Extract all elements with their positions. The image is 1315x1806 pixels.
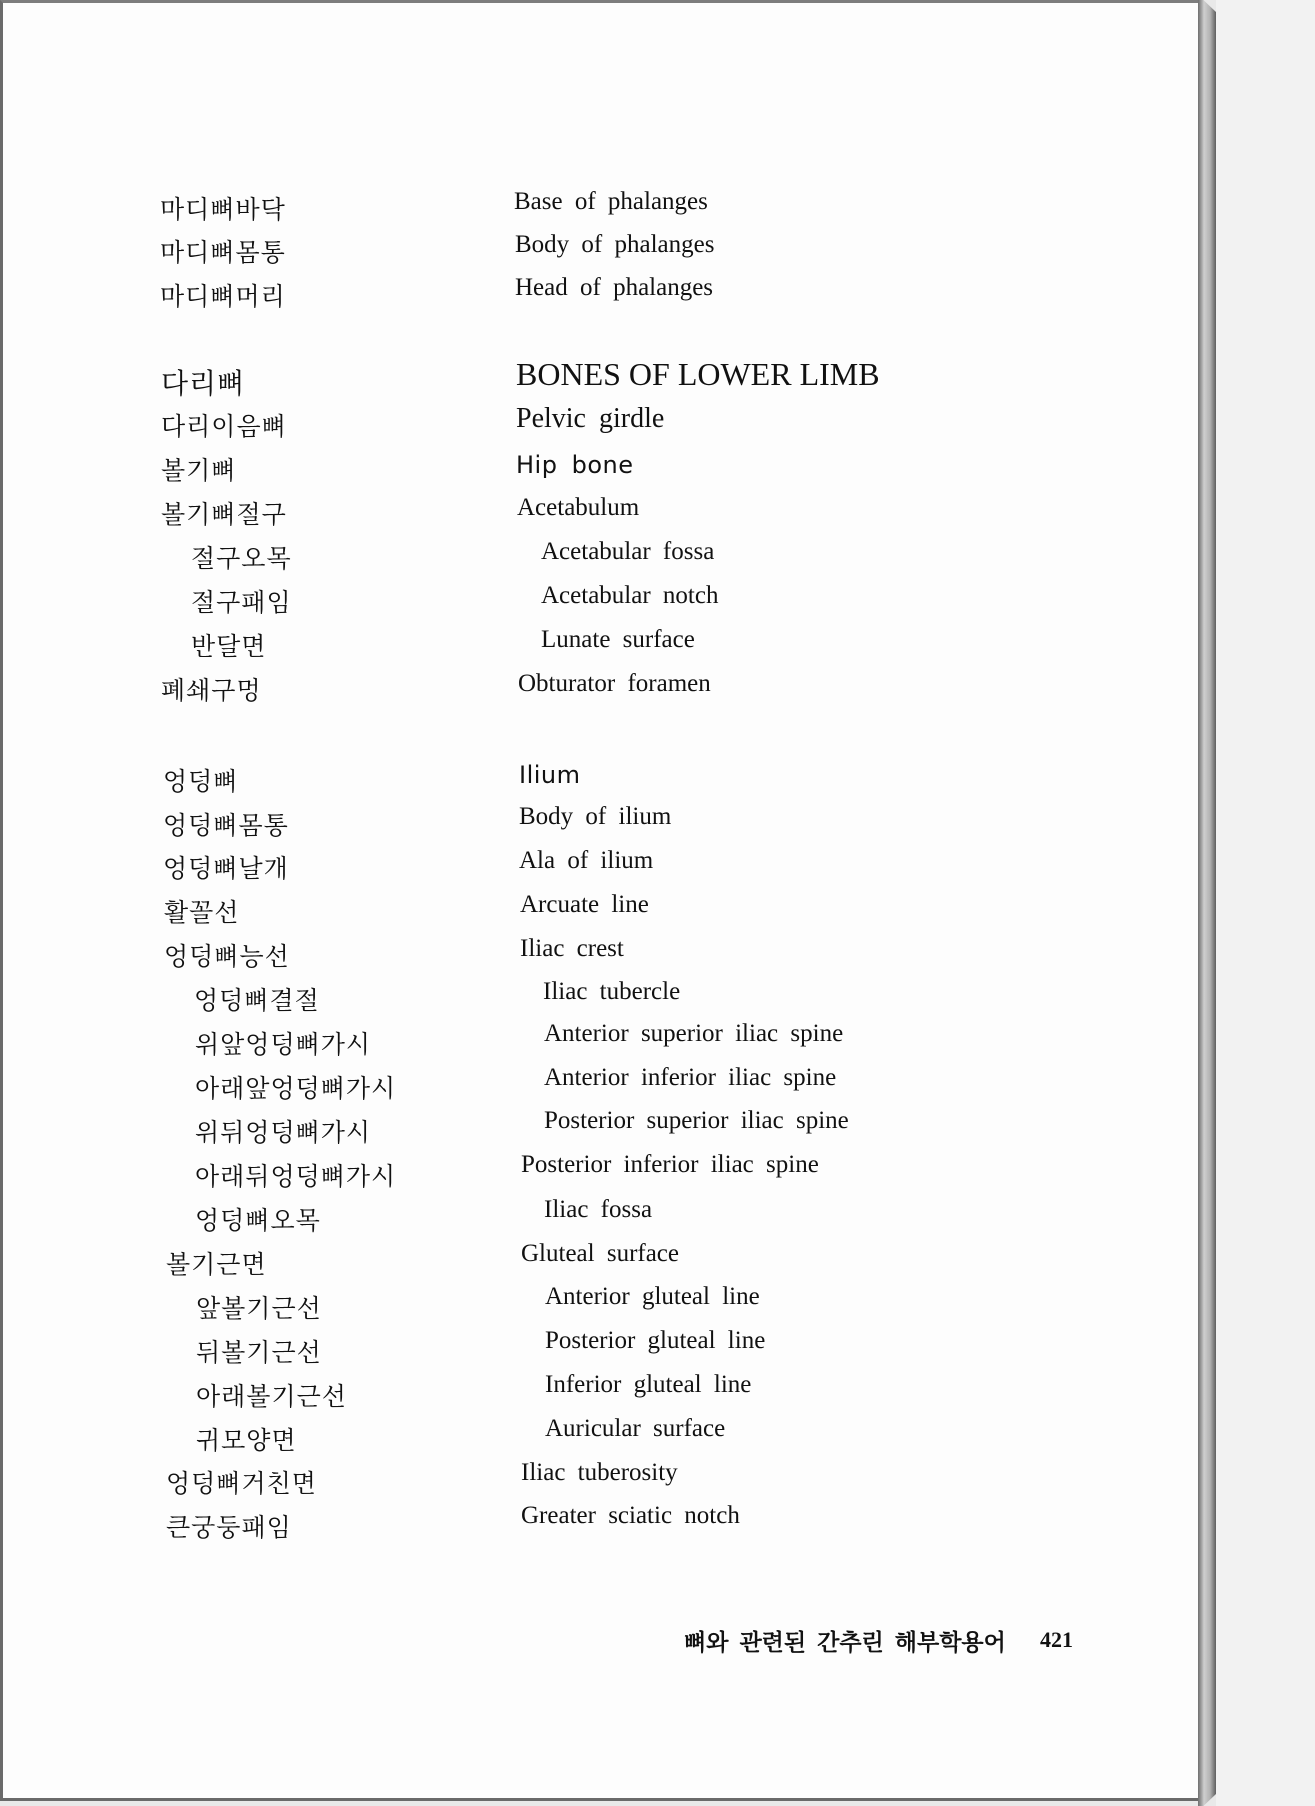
term-ko: 다리이음뼈 — [161, 412, 287, 441]
term-ko: 마디뼈몸통 — [160, 238, 286, 267]
term-en: Iliac crest — [520, 935, 624, 962]
term-ko: 아래뒤엉덩뼈가시 — [195, 1162, 397, 1191]
term-ko: 귀모양면 — [196, 1426, 297, 1455]
term-ko: 마디뼈머리 — [160, 282, 286, 311]
term-en: Base of phalanges — [514, 188, 708, 215]
term-ko: 반달면 — [191, 632, 267, 661]
term-ko: 위뒤엉덩뼈가시 — [195, 1118, 372, 1147]
term-ko: 큰궁둥패임 — [166, 1513, 292, 1542]
section-heading-ko: 다리뼈 — [161, 367, 246, 400]
term-en: Ilium — [519, 761, 581, 789]
term-ko: 엉덩뼈거친면 — [166, 1469, 317, 1498]
term-en: Acetabular fossa — [541, 538, 715, 565]
term-en: Acetabular notch — [541, 582, 719, 609]
term-ko: 볼기뼈 — [161, 456, 237, 485]
term-en: Head of phalanges — [515, 274, 714, 301]
term-ko: 아래볼기근선 — [196, 1382, 347, 1411]
term-ko: 볼기근면 — [166, 1250, 267, 1279]
term-en: Arcuate line — [520, 891, 649, 918]
term-en: Acetabulum — [517, 494, 640, 521]
term-en: Obturator foramen — [518, 670, 711, 697]
term-en: Lunate surface — [541, 626, 695, 653]
term-en: Pelvic girdle — [516, 403, 665, 434]
term-en: Body of phalanges — [515, 231, 715, 258]
term-ko: 활꼴선 — [164, 898, 240, 927]
term-en: Posterior superior iliac spine — [544, 1107, 849, 1134]
term-ko: 뒤볼기근선 — [196, 1338, 322, 1367]
running-footer-title: 뼈와 관련된 간추린 해부학용어 — [684, 1630, 1006, 1656]
term-ko: 엉덩뼈능선 — [164, 942, 290, 971]
term-ko: 절구패임 — [191, 588, 292, 617]
term-en: Anterior inferior iliac spine — [544, 1064, 837, 1091]
scan-margin — [1216, 0, 1315, 1806]
term-en: Hip bone — [516, 451, 634, 479]
term-en: Iliac tubercle — [543, 978, 681, 1005]
term-en: Ala of ilium — [519, 847, 654, 874]
term-en: Posterior inferior iliac spine — [521, 1151, 819, 1178]
term-en: Body of ilium — [519, 803, 672, 830]
term-en: Posterior gluteal line — [545, 1327, 766, 1354]
term-ko: 엉덩뼈몸통 — [163, 811, 289, 840]
term-ko: 엉덩뼈결절 — [194, 986, 320, 1015]
term-ko: 아래앞엉덩뼈가시 — [195, 1074, 397, 1103]
page-edge-shadow — [1198, 0, 1216, 1806]
term-en: Greater sciatic notch — [521, 1502, 740, 1529]
page-number: 421 — [1040, 1627, 1073, 1652]
term-en: Anterior superior iliac spine — [544, 1020, 844, 1047]
term-ko: 위앞엉덩뼈가시 — [195, 1030, 372, 1059]
term-ko: 엉덩뼈오목 — [195, 1206, 321, 1235]
term-en: Inferior gluteal line — [545, 1371, 752, 1398]
term-ko: 마디뼈바닥 — [160, 195, 286, 224]
term-ko: 앞볼기근선 — [196, 1294, 322, 1323]
section-heading-en: BONES OF LOWER LIMB — [516, 356, 880, 392]
term-en: Auricular surface — [545, 1415, 726, 1442]
term-ko: 볼기뼈절구 — [161, 500, 287, 529]
term-ko: 엉덩뼈날개 — [163, 854, 289, 883]
term-ko: 폐쇄구멍 — [161, 676, 262, 705]
term-ko: 절구오목 — [191, 544, 292, 573]
term-en: Iliac tuberosity — [521, 1459, 678, 1486]
term-ko: 엉덩뼈 — [163, 767, 239, 796]
term-en: Iliac fossa — [544, 1196, 653, 1223]
term-en: Gluteal surface — [521, 1240, 680, 1267]
term-en: Anterior gluteal line — [545, 1283, 760, 1310]
